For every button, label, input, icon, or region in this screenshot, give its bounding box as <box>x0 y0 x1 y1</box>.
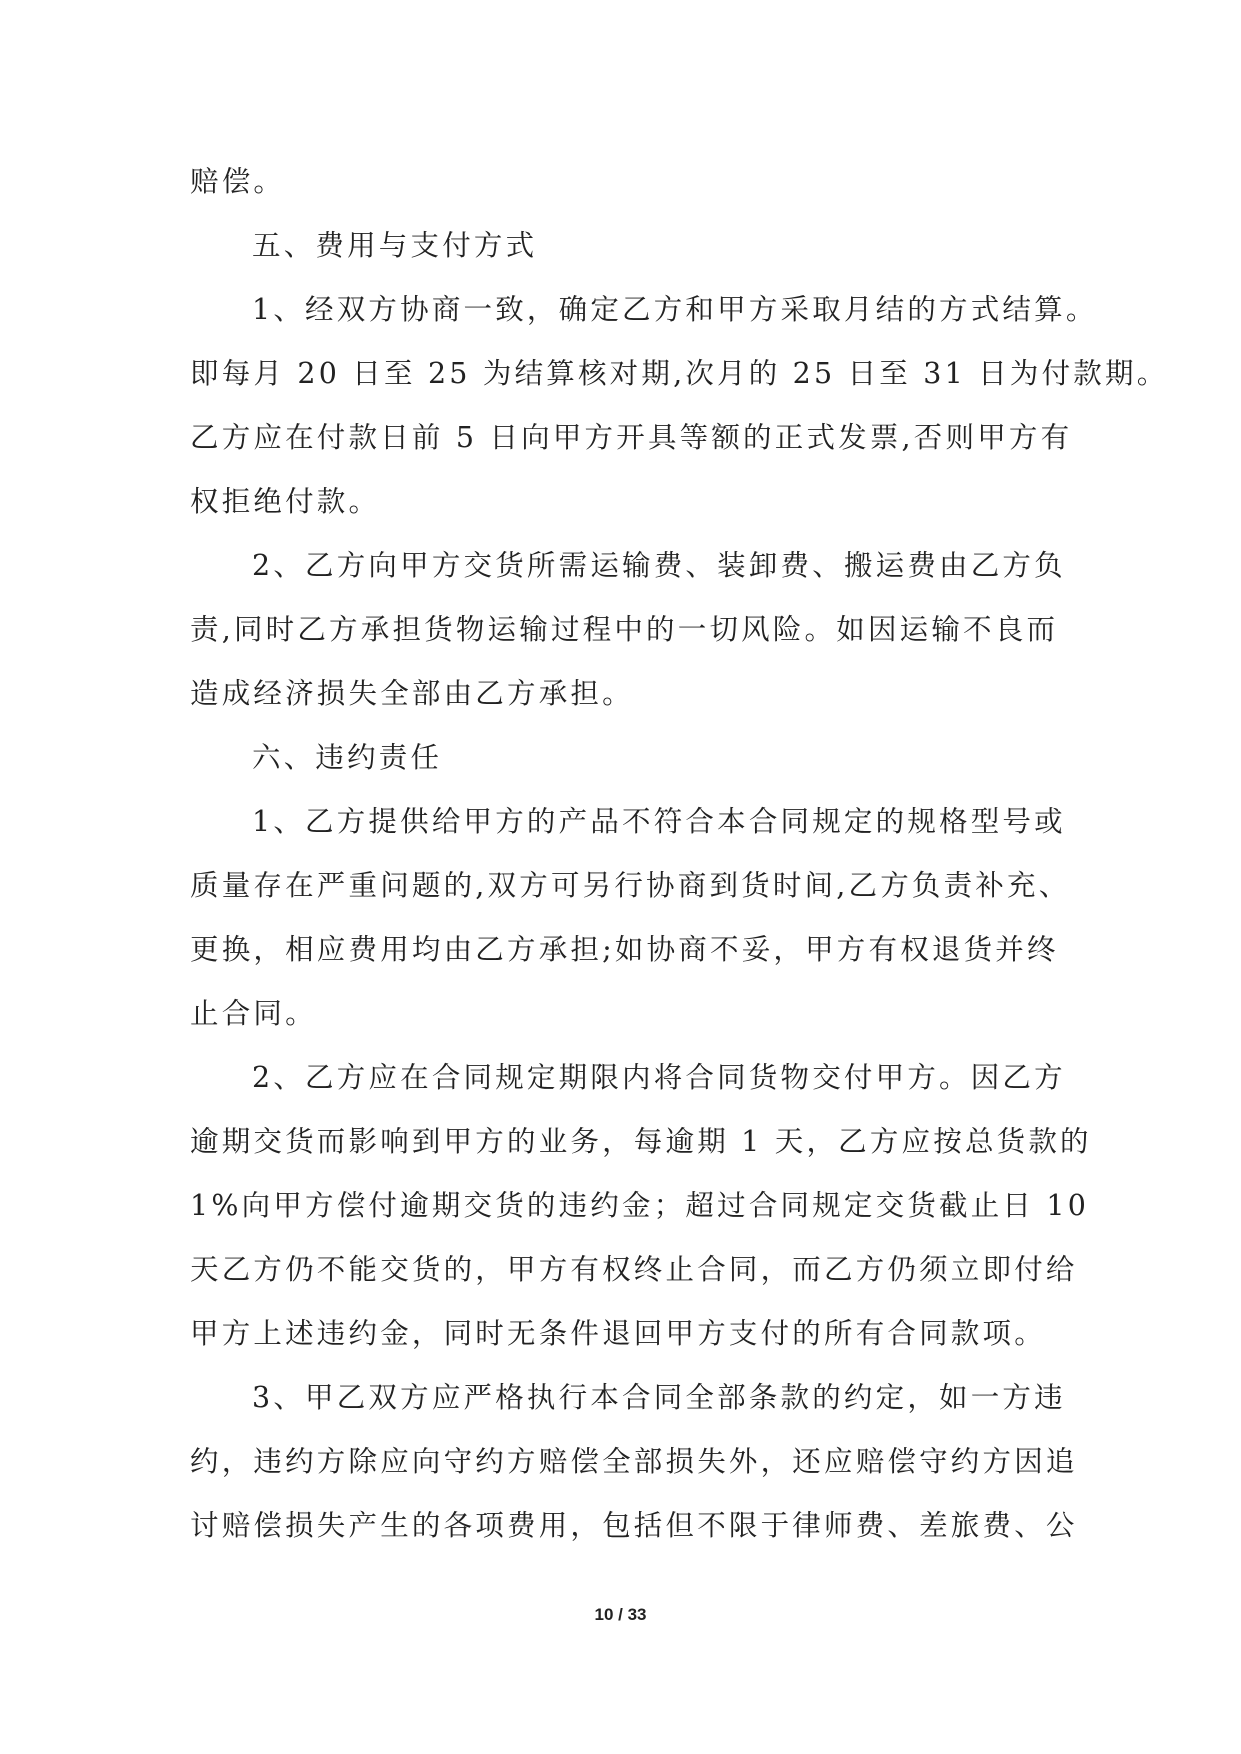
text-line: 2、乙方应在合同规定期限内将合同货物交付甲方。因乙方 <box>252 1061 1066 1094</box>
text-line: 天乙方仍不能交货的，甲方有权终止合同，而乙方仍须立即付给 <box>190 1253 1078 1286</box>
page-number: 10 / 33 <box>594 1605 647 1624</box>
text-line: 乙方应在付款日前 5 日向甲方开具等额的正式发票,否则甲方有 <box>190 421 1073 454</box>
text-line: 质量存在严重问题的,双方可另行协商到货时间,乙方负责补充、 <box>190 869 1071 902</box>
text-line: 1、乙方提供给甲方的产品不符合本合同规定的规格型号或 <box>252 805 1066 838</box>
text-line: 2、乙方向甲方交货所需运输费、装卸费、搬运费由乙方负 <box>252 549 1066 582</box>
text-line: 六、违约责任 <box>252 741 443 774</box>
text-line: 赔偿。 <box>190 165 286 198</box>
text-line: 责,同时乙方承担货物运输过程中的一切风险。如因运输不良而 <box>190 613 1059 646</box>
text-line: 1、经双方协商一致，确定乙方和甲方采取月结的方式结算。 <box>252 293 1098 326</box>
text-line: 止合同。 <box>190 997 317 1030</box>
text-line: 权拒绝付款。 <box>190 485 381 518</box>
body-text <box>190 150 1169 1558</box>
text-line: 3、甲乙双方应严格执行本合同全部条款的约定，如一方违 <box>252 1381 1066 1414</box>
text-line: 造成经济损失全部由乙方承担。 <box>190 677 634 710</box>
text-line: 逾期交货而影响到甲方的业务，每逾期 1 天，乙方应按总货款的 <box>190 1125 1092 1158</box>
text-line: 约，违约方除应向守约方赔偿全部损失外，还应赔偿守约方因追 <box>190 1445 1078 1478</box>
text-line: 即每月 20 日至 25 为结算核对期,次月的 25 日至 31 日为付款期。 <box>190 357 1169 390</box>
text-line: 讨赔偿损失产生的各项费用，包括但不限于律师费、差旅费、公 <box>190 1509 1078 1542</box>
text-line: 甲方上述违约金，同时无条件退回甲方支付的所有合同款项。 <box>190 1317 1046 1350</box>
text-line: 五、费用与支付方式 <box>252 229 538 262</box>
text-line: 更换，相应费用均由乙方承担;如协商不妥，甲方有权退货并终 <box>190 933 1059 966</box>
text-line: 1%向甲方偿付逾期交货的违约金；超过合同规定交货截止日 10 <box>190 1189 1090 1222</box>
